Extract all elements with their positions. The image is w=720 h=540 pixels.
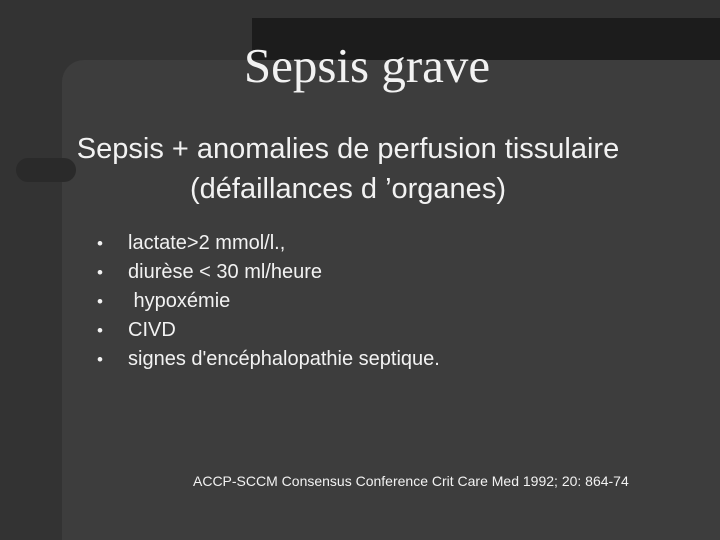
background-top-band <box>0 0 720 18</box>
list-item-text: diurèse < 30 ml/heure <box>128 261 323 283</box>
list-item <box>96 229 440 258</box>
criteria-list <box>96 229 440 374</box>
bullet-icon: • <box>97 321 103 340</box>
list-item <box>96 258 440 287</box>
bullet-icon: • <box>97 350 103 369</box>
subtitle-line-2: (défaillances d ’organes) <box>190 173 506 205</box>
list-item-text: lactate>2 mmol/l., <box>128 232 286 254</box>
list-item-text: hypoxémie <box>128 290 231 312</box>
bullet-icon: • <box>97 263 103 282</box>
list-item <box>96 316 440 345</box>
citation-reference: ACCP-SCCM Consensus Conference Crit Care Med 1992; 20: 864-74 <box>193 473 629 489</box>
list-item-text: CIVD <box>128 319 176 341</box>
list-item <box>96 345 440 374</box>
slide-subtitle <box>0 129 696 209</box>
bullet-icon: • <box>97 234 103 253</box>
bullet-icon: • <box>97 292 103 311</box>
slide-title: Sepsis grave <box>243 38 491 93</box>
subtitle-line-1: Sepsis + anomalies de perfusion tissulaire <box>76 133 620 165</box>
list-item-text: signes d'encéphalopathie septique. <box>128 348 440 370</box>
list-item <box>96 287 440 316</box>
